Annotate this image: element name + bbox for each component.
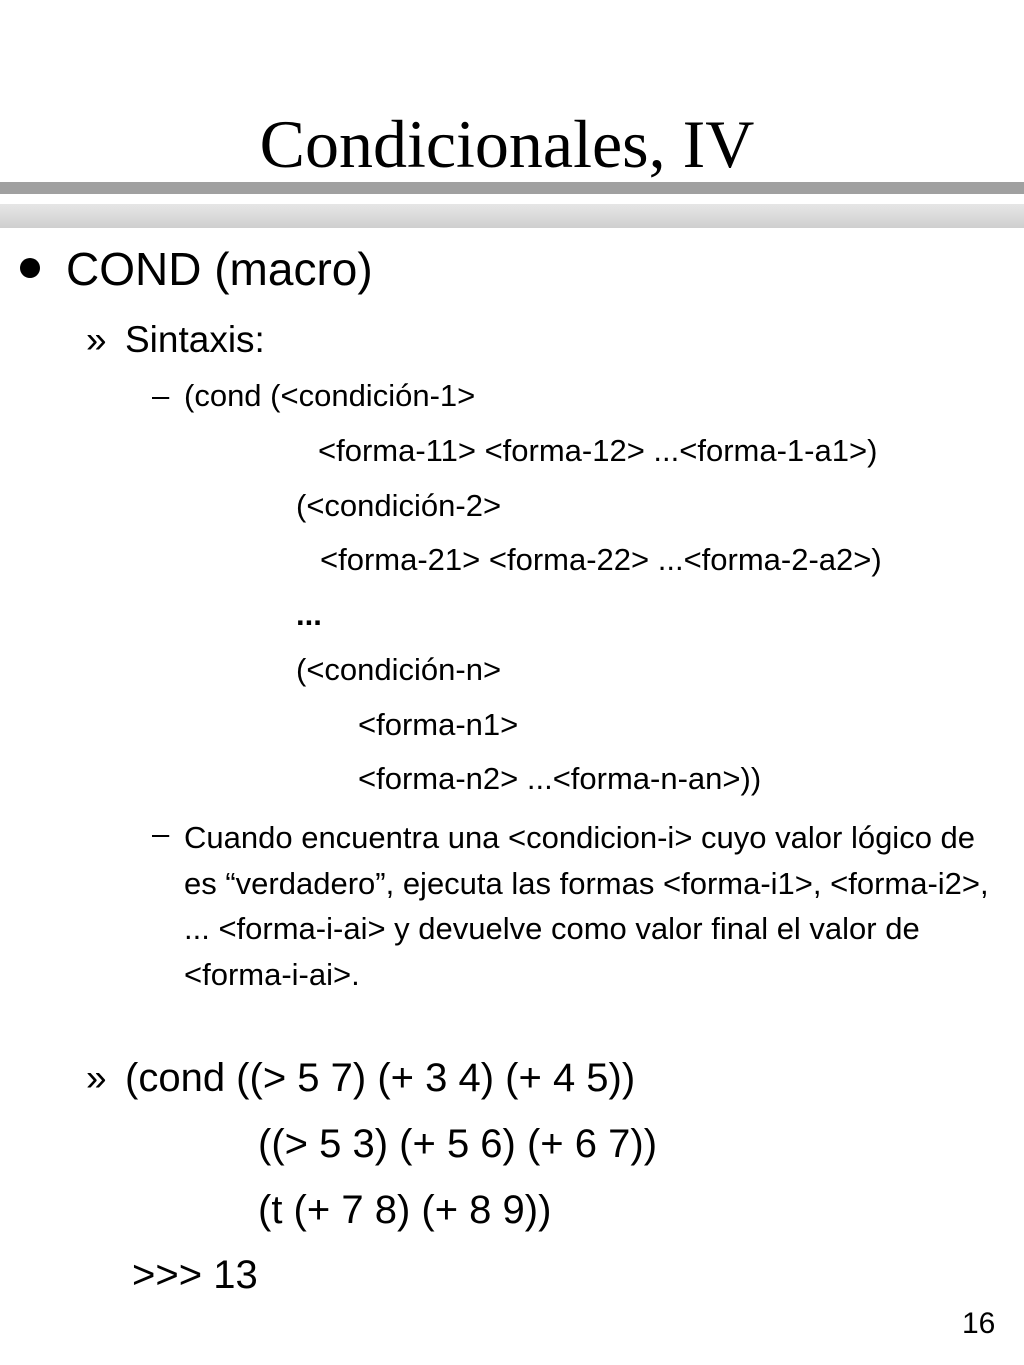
syntax-line-8: <forma-n2> ...<forma-n-an>)) (358, 761, 762, 796)
example-result: >>> 13 (132, 1253, 258, 1297)
explanation-paragraph: Cuando encuentra una <condicion-i> cuyo valor lógico de es “verdadero”, ejecuta las formas <forma-i1>, <forma-i2>, ... <forma-i-ai> y devuelve como valor final el valor de <forma-i-ai>. (184, 820, 989, 992)
example-line-1: (cond ((> 5 7) (+ 3 4) (+ 4 5)) (125, 1056, 636, 1100)
syntax-line-3: (<condición-2> (296, 488, 502, 523)
example-marker: » (86, 1057, 107, 1098)
example-line-2: ((> 5 3) (+ 5 6) (+ 6 7)) (258, 1122, 658, 1166)
syntax-line-2: <forma-11> <forma-12> ...<forma-1-a1>) (318, 433, 878, 468)
title-divider-dark (0, 182, 1024, 194)
title-divider-light (0, 204, 1024, 228)
bullet-dot (20, 258, 40, 278)
dash-marker-explanation: – (152, 816, 170, 851)
bullet-cond-macro: COND (macro) (66, 243, 373, 295)
syntax-line-1: (cond (<condición-1> (184, 378, 476, 413)
syntax-line-7: <forma-n1> (358, 707, 519, 742)
sub-bullet-marker: » (86, 319, 107, 360)
dash-marker-syntax: – (152, 378, 170, 413)
page-number: 16 (962, 1307, 996, 1340)
example-line-3: (t (+ 7 8) (+ 8 9)) (258, 1188, 552, 1232)
sub-bullet-sintaxis: Sintaxis: (125, 319, 265, 360)
syntax-line-6: (<condición-n> (296, 652, 502, 687)
syntax-ellipsis: ... (296, 597, 322, 632)
slide-title: Condicionales, IV (259, 106, 755, 182)
syntax-line-4: <forma-21> <forma-22> ...<forma-2-a2>) (320, 542, 882, 577)
